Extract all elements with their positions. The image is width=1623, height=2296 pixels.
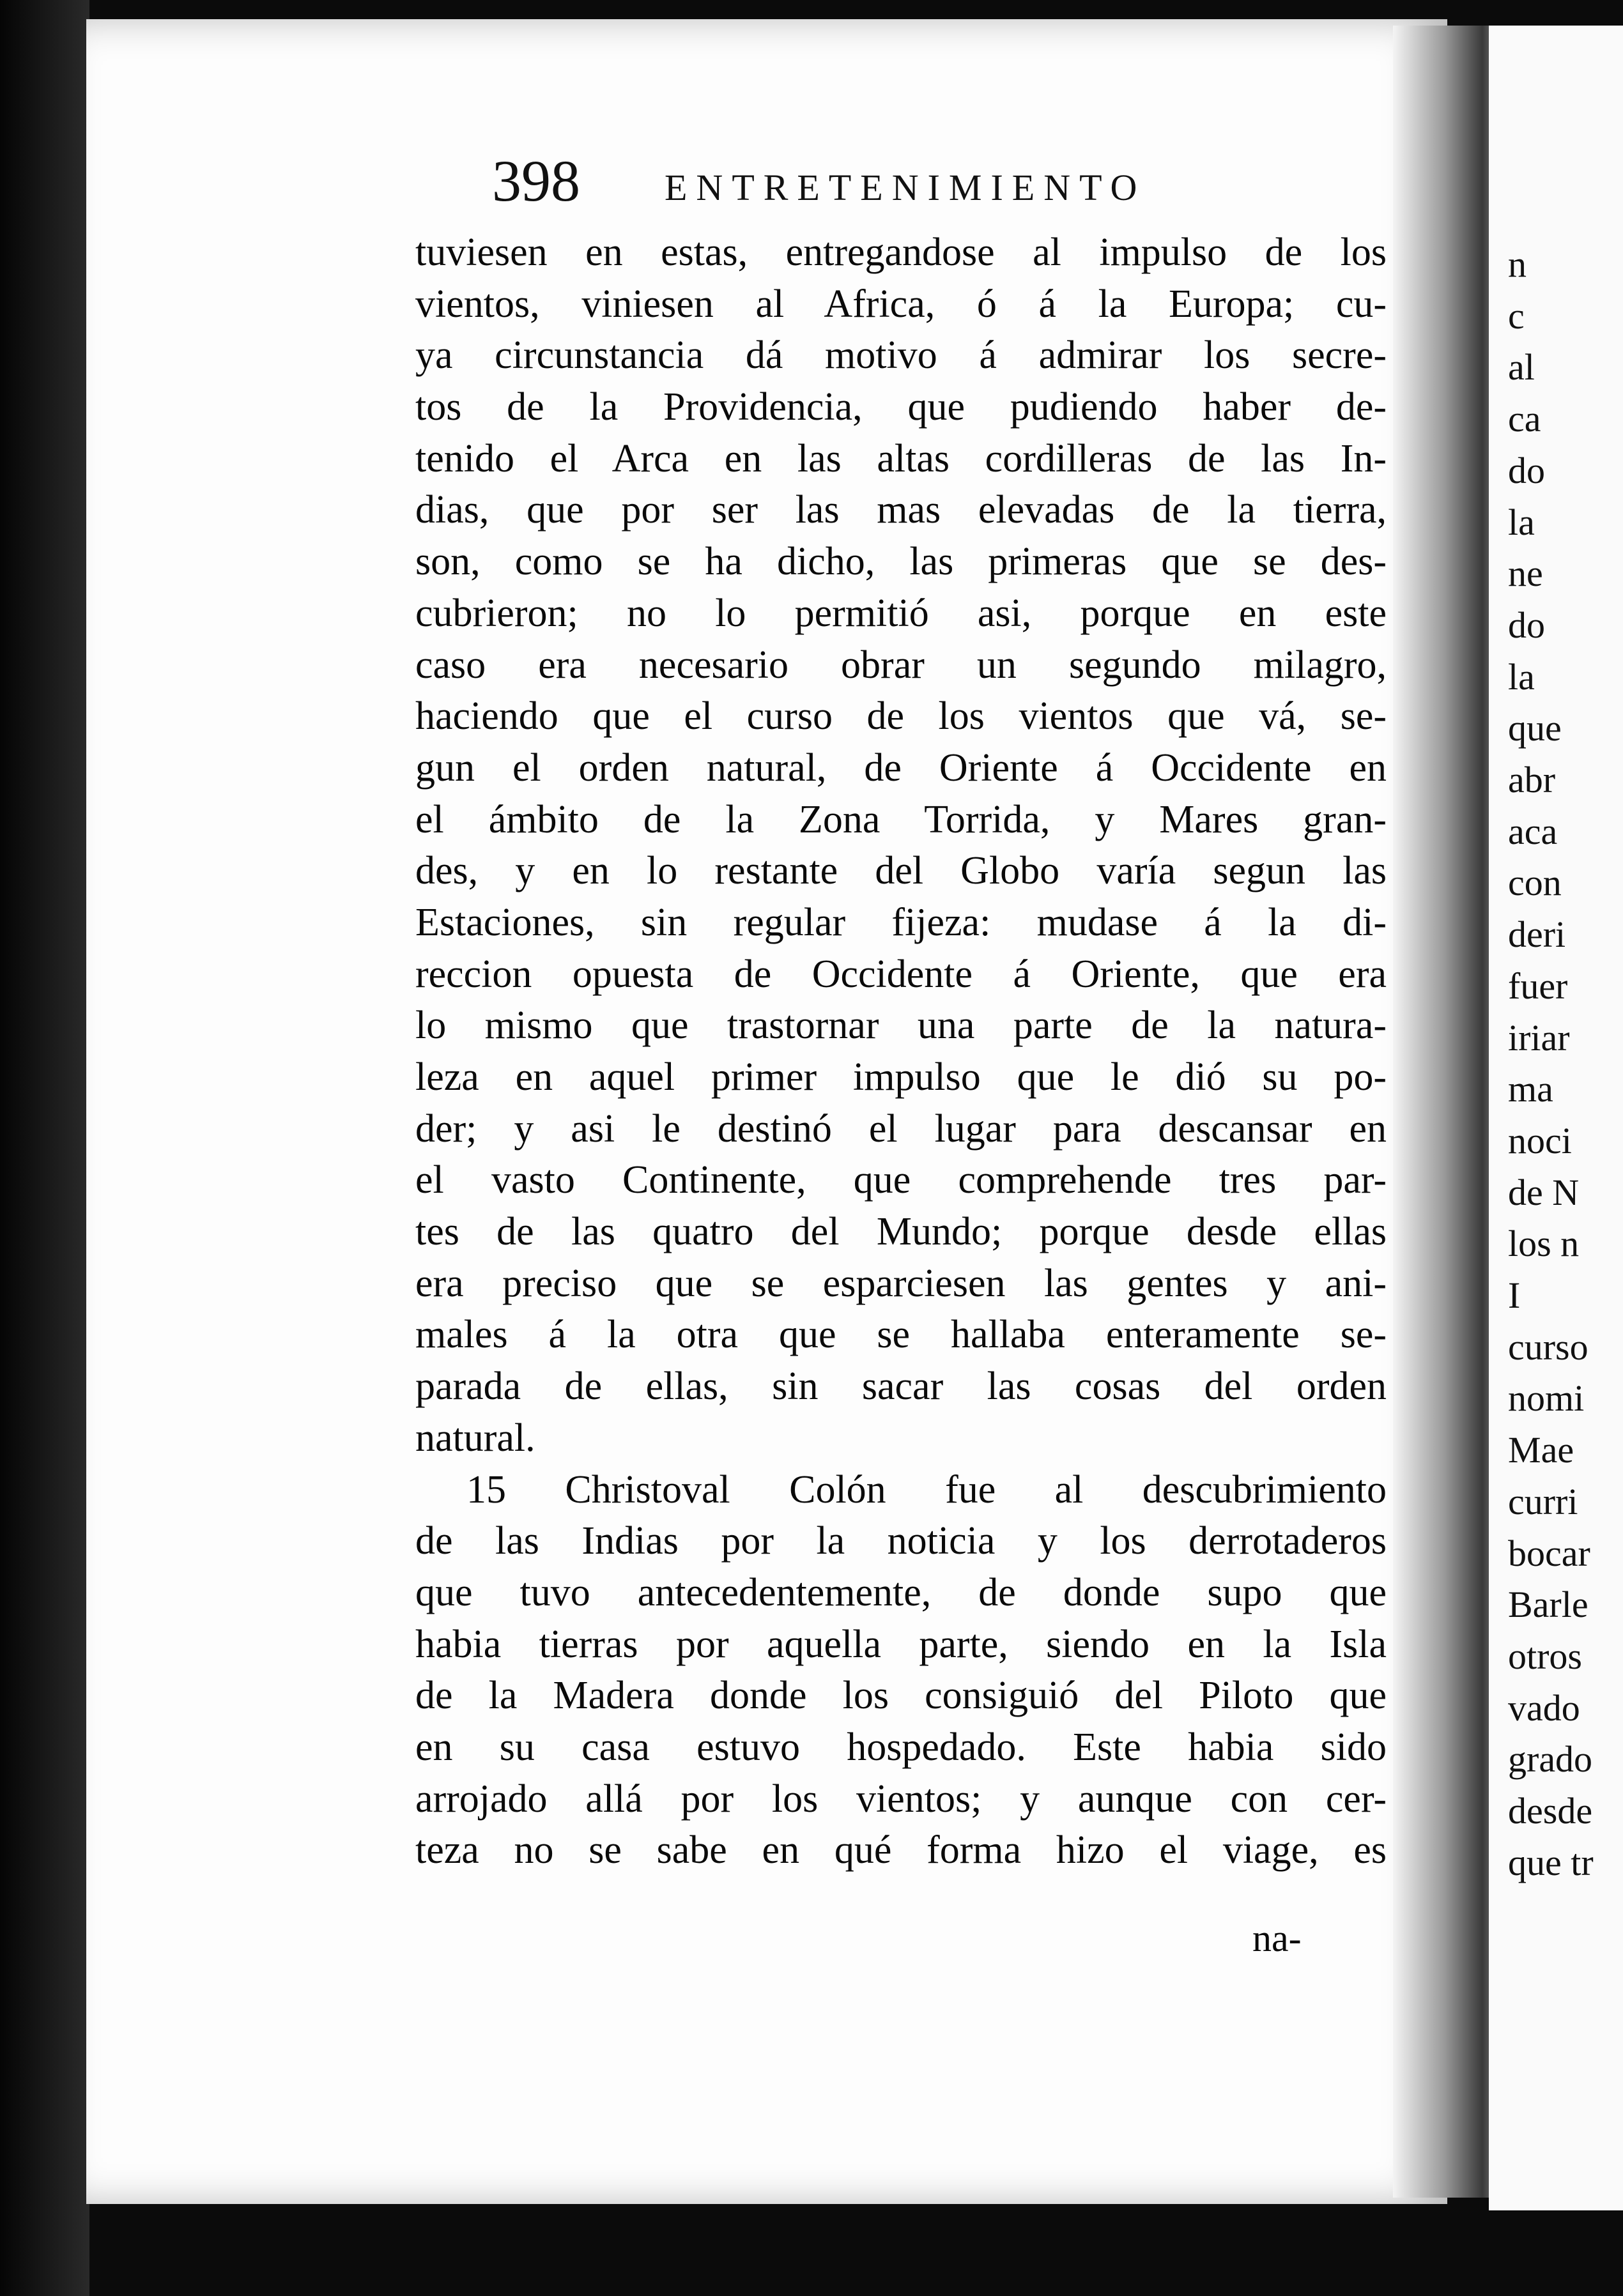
text-line: haciendo que el curso de los vientos que vá, se-: [415, 694, 1387, 739]
text-line: caso era necesario obrar un segundo milagro,: [415, 643, 1387, 687]
text-line: gun el orden natural, de Oriente á Occidente en: [415, 746, 1387, 790]
text-line: Estaciones, sin regular fijeza: mudase á la di-: [415, 900, 1387, 944]
text-line: arrojado allá por los vientos; y aunque con cer-: [415, 1777, 1387, 1821]
text-line: cubrieron; no lo permitió asi, porque en este: [415, 591, 1387, 635]
facing-page-fragment: curri: [1508, 1480, 1578, 1522]
text-line: teza no se sabe en qué forma hizo el viage, es: [415, 1828, 1387, 1872]
facing-page-fragment: vado: [1508, 1687, 1580, 1729]
binding-shadow: [0, 0, 89, 2296]
facing-page-fragment: la: [1508, 501, 1535, 543]
facing-page-fragment: Mae: [1508, 1429, 1574, 1471]
facing-page-fragment: los n: [1508, 1223, 1580, 1265]
text-line: de las Indias por la noticia y los derrotaderos: [415, 1519, 1387, 1563]
text-line: ya circunstancia dá motivo á admirar los secre-: [415, 333, 1387, 378]
text-line: que tuvo antecedentemente, de donde supo que: [415, 1570, 1387, 1614]
text-line: tes de las quatro del Mundo; porque desde ellas: [415, 1210, 1387, 1254]
facing-page-fragment: la: [1508, 655, 1535, 698]
text-line: des, y en lo restante del Globo varía segun las: [415, 849, 1387, 893]
facing-page-fragment: bocar: [1508, 1532, 1590, 1574]
text-line: vientos, viniesen al Africa, ó á la Europa; cu-: [415, 282, 1387, 326]
text-line: el ámbito de la Zona Torrida, y Mares gran-: [415, 797, 1387, 841]
facing-page-fragment: ma: [1508, 1068, 1553, 1110]
facing-page-fragment: iriar: [1508, 1016, 1570, 1059]
text-line: en su casa estuvo hospedado. Este habia sido: [415, 1725, 1387, 1769]
facing-page-fragment: grado: [1508, 1738, 1593, 1780]
text-line: reccion opuesta de Occidente á Oriente, que era: [415, 952, 1387, 996]
text-line: dias, que por ser las mas elevadas de la tierra,: [415, 488, 1387, 532]
facing-page-fragment: noci: [1508, 1119, 1572, 1161]
text-line: natural.: [415, 1416, 535, 1460]
body-text: [415, 227, 1387, 1876]
facing-page-fragment: Barle: [1508, 1584, 1588, 1626]
facing-page-fragment: de N: [1508, 1171, 1580, 1213]
facing-page-fragment: desde: [1508, 1790, 1593, 1832]
facing-page-fragment: do: [1508, 604, 1545, 646]
text-line: son, como se ha dicho, las primeras que se des-: [415, 540, 1387, 584]
text-line: der; y asi le destinó el lugar para descansar en: [415, 1106, 1387, 1151]
text-line: 15 Christoval Colón fue al descubrimiento: [466, 1467, 1387, 1512]
facing-page-fragment: deri: [1508, 914, 1566, 956]
text-line: males á la otra que se hallaba enteramente se-: [415, 1313, 1387, 1357]
facing-page: [1489, 26, 1623, 2210]
facing-page-fragment: abr: [1508, 759, 1556, 800]
text-line: leza en aquel primer impulso que le dió su po-: [415, 1055, 1387, 1099]
facing-page-fragment: c: [1508, 295, 1525, 337]
text-line: parada de ellas, sin sacar las cosas del orden: [415, 1365, 1387, 1409]
facing-page-fragment: al: [1508, 346, 1535, 388]
text-line: tuviesen en estas, entregandose al impulso de los: [415, 231, 1387, 274]
catchword: na-: [1252, 1917, 1302, 1959]
text-line: el vasto Continente, que comprehende tres par-: [415, 1158, 1387, 1202]
facing-page-fragment: con: [1508, 862, 1562, 904]
text-line: tenido el Arca en las altas cordilleras de las In-: [415, 436, 1387, 480]
facing-page-fragment: que: [1508, 707, 1562, 749]
facing-page-fragment: n: [1508, 243, 1527, 285]
text-line: lo mismo que trastornar una parte de la natura-: [415, 1004, 1387, 1048]
text-line: tos de la Providencia, que pudiendo haber de-: [415, 385, 1387, 429]
page-number: 398: [492, 148, 580, 213]
running-head: [492, 147, 1259, 217]
facing-page-fragment: fuer: [1508, 965, 1568, 1007]
facing-page-fragment: aca: [1508, 810, 1558, 852]
facing-page-fragment: nomi: [1508, 1377, 1585, 1420]
facing-page-fragment: I: [1508, 1274, 1521, 1316]
facing-page-fragment: do: [1508, 449, 1545, 491]
text-line: era preciso que se esparciesen las gentes y ani-: [415, 1261, 1387, 1305]
facing-page-fragment: que tr: [1508, 1841, 1594, 1883]
facing-page-fragment: otros: [1508, 1635, 1582, 1677]
text-line: de la Madera donde los consiguió del Piloto que: [415, 1674, 1387, 1718]
running-title: ENTRETENIMIENTO: [665, 167, 1146, 208]
facing-page-fragment: curso: [1508, 1326, 1588, 1368]
facing-page-fragment: ne: [1508, 553, 1543, 595]
text-line: habia tierras por aquella parte, siendo en la Isla: [415, 1622, 1387, 1666]
facing-page-fragment: ca: [1508, 398, 1541, 440]
